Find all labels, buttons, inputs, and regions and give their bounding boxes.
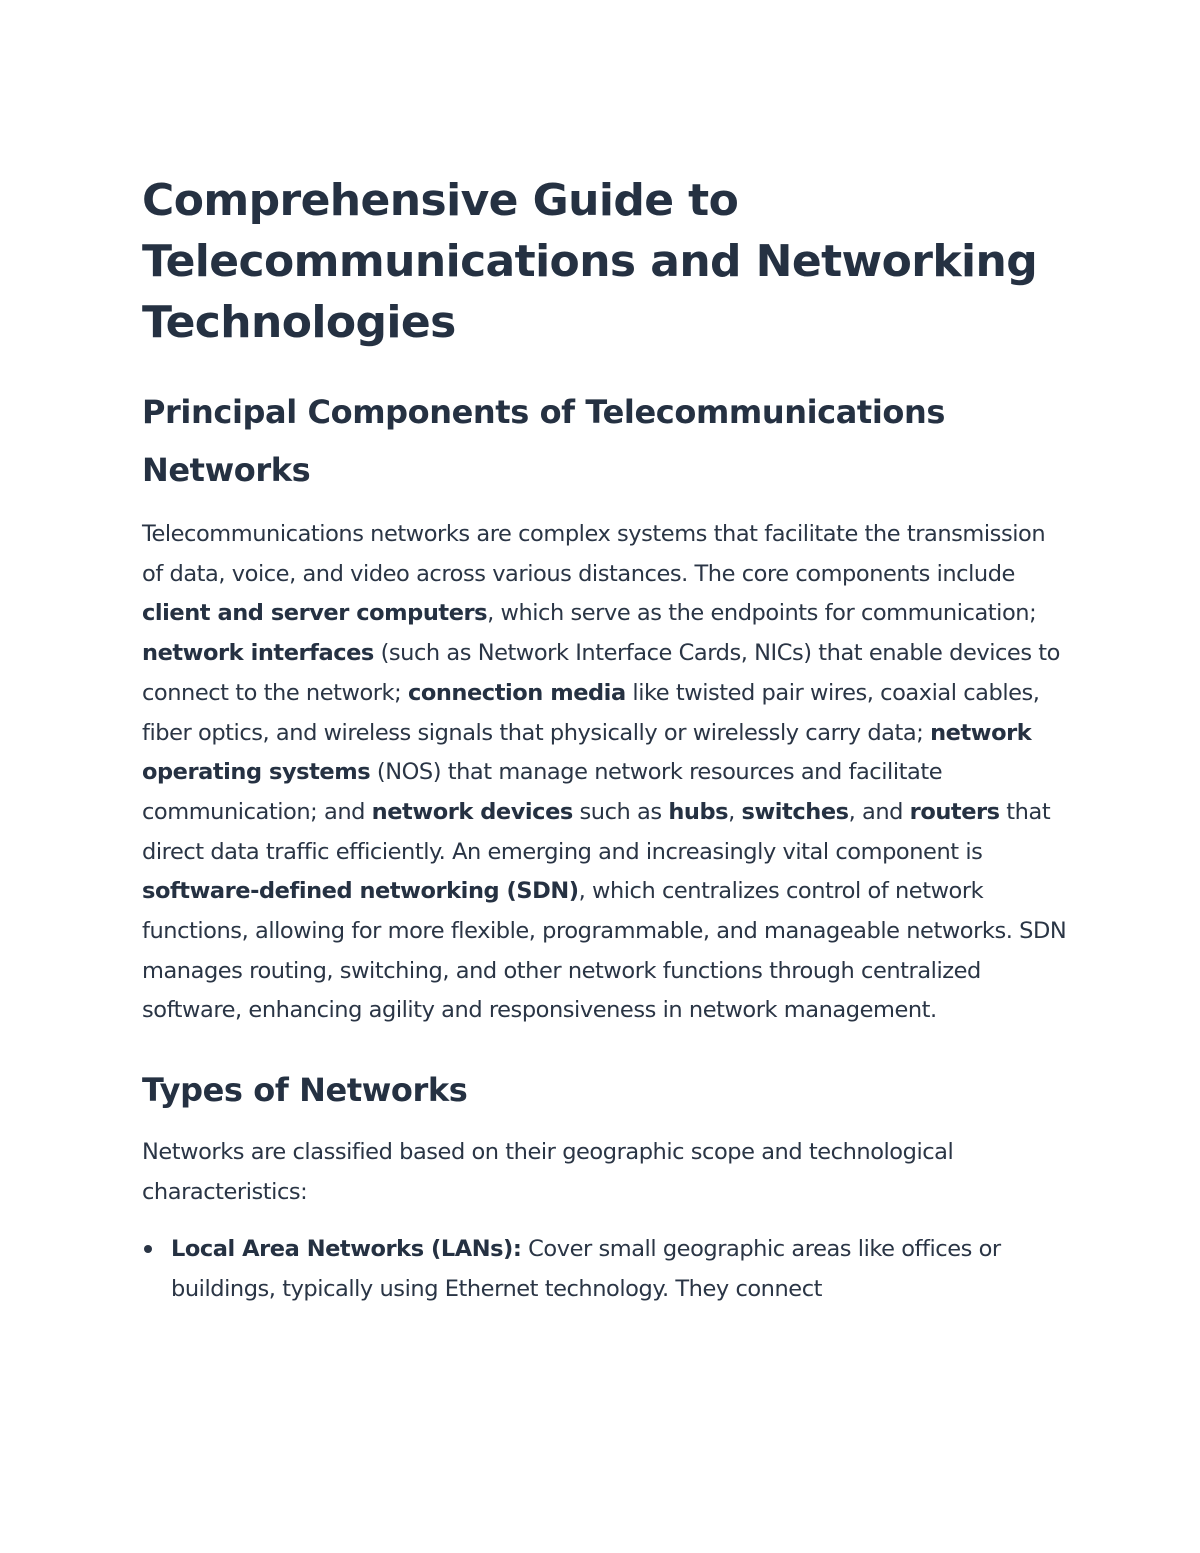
text-run: , which serve as the endpoints for communication; [487, 600, 1037, 627]
bullet-dot-icon [144, 1245, 152, 1253]
text-run: , and [848, 798, 910, 825]
text-run: (such as Network Interface Cards, NICs) that enable devices to connect to the network; [142, 640, 1060, 706]
text-run: , which centralizes control of network functions, allowing for more flexible, programmable, and manageable networks. SDN manages routing, switching, and other network functions through centralized software, enhancing agility and responsiveness in network management. [142, 878, 1067, 1024]
bold-term: network interfaces [142, 640, 374, 667]
bold-term: network devices [371, 798, 573, 825]
document-title: Comprehensive Guide to Telecommunications and Networking Technologies [142, 175, 1038, 348]
bold-term: network operating systems [142, 719, 1032, 786]
text-run: (NOS) that manage network resources and facilitate communication; and [142, 759, 943, 825]
list-item-text: Cover small geographic areas like offices or buildings, typically using Ethernet technology. They connect [171, 1235, 1001, 1302]
list-item [142, 1229, 1067, 1309]
network-types-list [142, 1229, 1067, 1309]
components-paragraph [142, 515, 1067, 1031]
bold-term: software-defined networking (SDN) [142, 878, 579, 905]
text-run: , [728, 798, 742, 825]
bold-term: hubs [668, 798, 729, 825]
bold-term: connection media [407, 679, 626, 706]
bold-term: routers [909, 798, 1000, 825]
bold-term: switches [741, 798, 849, 825]
bold-term: client and server computers [142, 600, 488, 627]
network-types-intro: Networks are classified based on their geographic scope and technological characteristics: [142, 1139, 954, 1205]
text-run: that direct data traffic efficiently. An emerging and increasingly vital component is [142, 798, 1051, 865]
section-heading-network-types: Types of Networks [142, 1071, 468, 1110]
text-run: such as [572, 798, 669, 825]
document-page [142, 170, 1067, 1309]
list-item-term: Local Area Networks (LANs): [171, 1235, 522, 1262]
text-run: Telecommunications networks are complex systems that facilitate the transmission of data, voice, and video across various distances. The core components include [142, 521, 1046, 587]
text-run: like twisted pair wires, coaxial cables, fiber optics, and wireless signals that physically or wirelessly carry data; [142, 679, 1040, 746]
section-heading-components: Principal Components of Telecommunications Networks [142, 393, 945, 489]
